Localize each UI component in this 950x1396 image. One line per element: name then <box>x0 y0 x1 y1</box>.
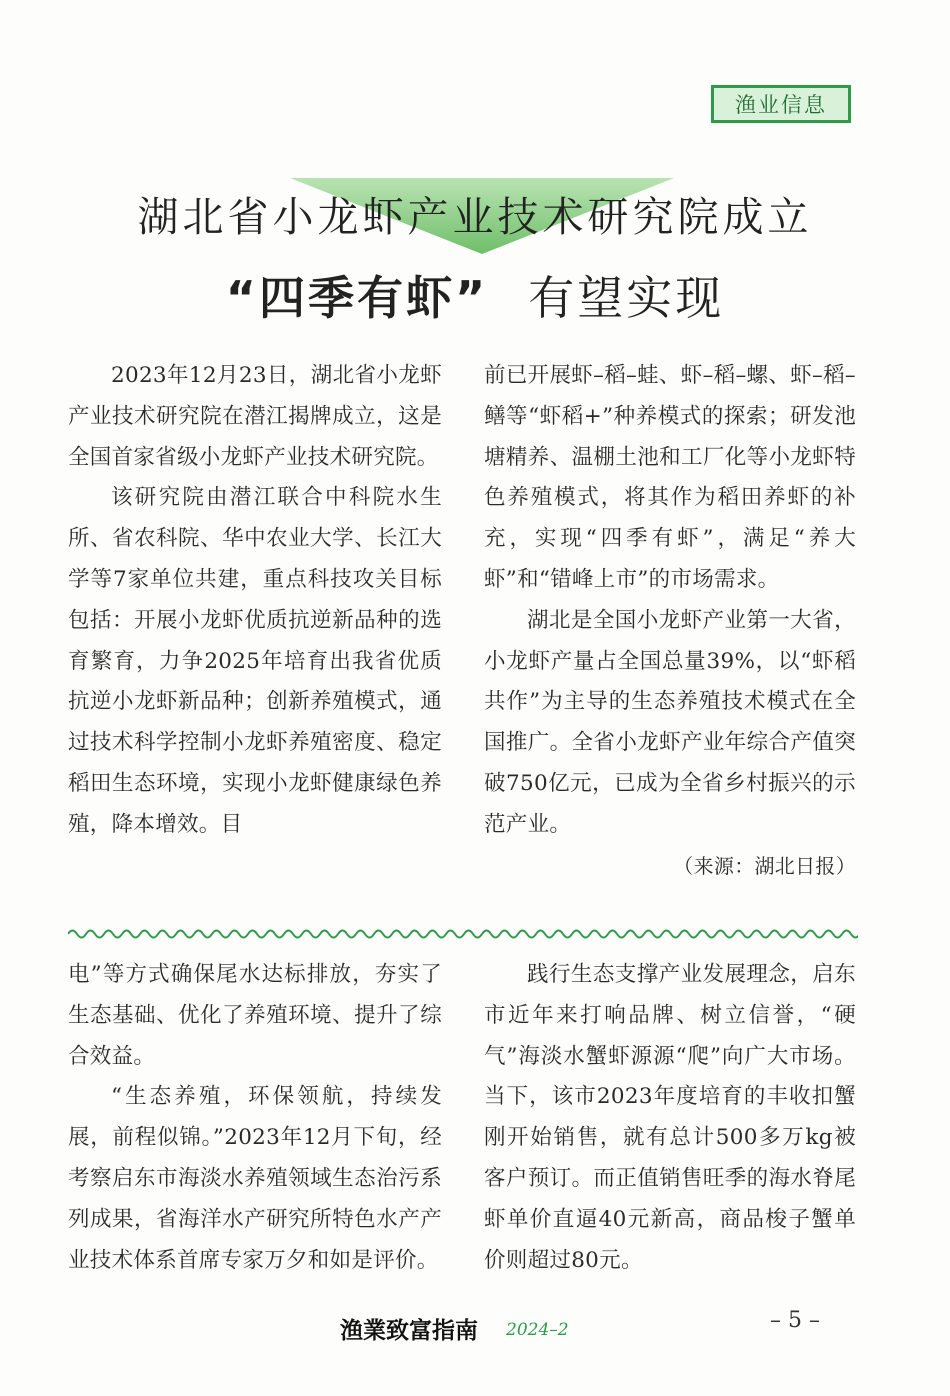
paragraph: 前已开展虾–稻–蛙、虾–稻–螺、虾–稻–鳝等“虾稻+”种养模式的探索；研发池塘精养、温棚土池和工厂化等小龙虾特色养殖模式，将其作为稻田养虾的补充，实现“四季有虾”，满足“养大虾”和“错峰上市”的市场需求。 <box>484 363 856 592</box>
page-number: – 5 – <box>770 1308 820 1333</box>
paragraph: 该研究院由潜江联合中科院水生所、省农科院、华中农业大学、长江大学等7家单位共建，重点科技攻关目标包括：开展小龙虾优质抗逆新品种的选育繁育，力争2025年培育出我省优质抗逆小龙虾新品种；创新养殖模式，通过技术科学控制小龙虾养殖密度、稳定稻田生态环境，实现小龙虾健康绿色养殖，降本增效。目 <box>68 485 442 837</box>
source-credit: （来源：湖北日报） <box>673 853 856 878</box>
article-title-line1: 湖北省小龙虾产业技术研究院成立 <box>137 193 813 241</box>
section-badge: 渔业信息 <box>711 85 851 123</box>
paragraph: 湖北是全国小龙虾产业第一大省，小龙虾产量占全国总量39%，以“虾稻共作”为主导的生态养殖技术模式在全国推广。全省小龙虾产业年综合产值突破750亿元，已成为全省乡村振兴的示范产业。 <box>484 607 856 837</box>
article2-column-right <box>484 955 856 1281</box>
paragraph: 2023年12月23日，湖北省小龙虾产业技术研究院在潜江揭牌成立，这是全国首家省级小龙虾产业技术研究院。 <box>68 363 442 470</box>
paragraph: 电”等方式确保尾水达标排放，夯实了生态基础、优化了养殖环境、提升了综合效益。 <box>68 962 442 1069</box>
article-title-line2 <box>0 262 950 328</box>
article1-column-right <box>484 356 856 886</box>
title-quote: “四季有虾” <box>225 271 489 325</box>
title-rest: 有望实现 <box>528 271 725 325</box>
paragraph: “生态养殖，环保领航，持续发展，前程似锦。”2023年12月下旬，经考察启东市海淡水养殖领域生态治污系列成果，省海洋水产研究所特色水产产业技术体系首席专家万夕和如是评价。 <box>68 1084 442 1273</box>
article2-column-left <box>68 955 442 1281</box>
magazine-name: 渔業致富指南 <box>340 1317 478 1344</box>
article1-column-left <box>68 356 442 846</box>
wavy-divider <box>68 926 858 942</box>
issue-number: 2024–2 <box>506 1320 569 1340</box>
paragraph: 践行生态支撑产业发展理念，启东市近年来打响品牌、树立信誉，“硬气”海淡水蟹虾源源“爬”向广大市场。当下，该市2023年度培育的丰收扣蟹刚开始销售，就有总计500多万kg被客户预订。而正值销售旺季的海水脊尾虾单价直逼40元新高，商品梭子蟹单价则超过80元。 <box>484 962 856 1273</box>
